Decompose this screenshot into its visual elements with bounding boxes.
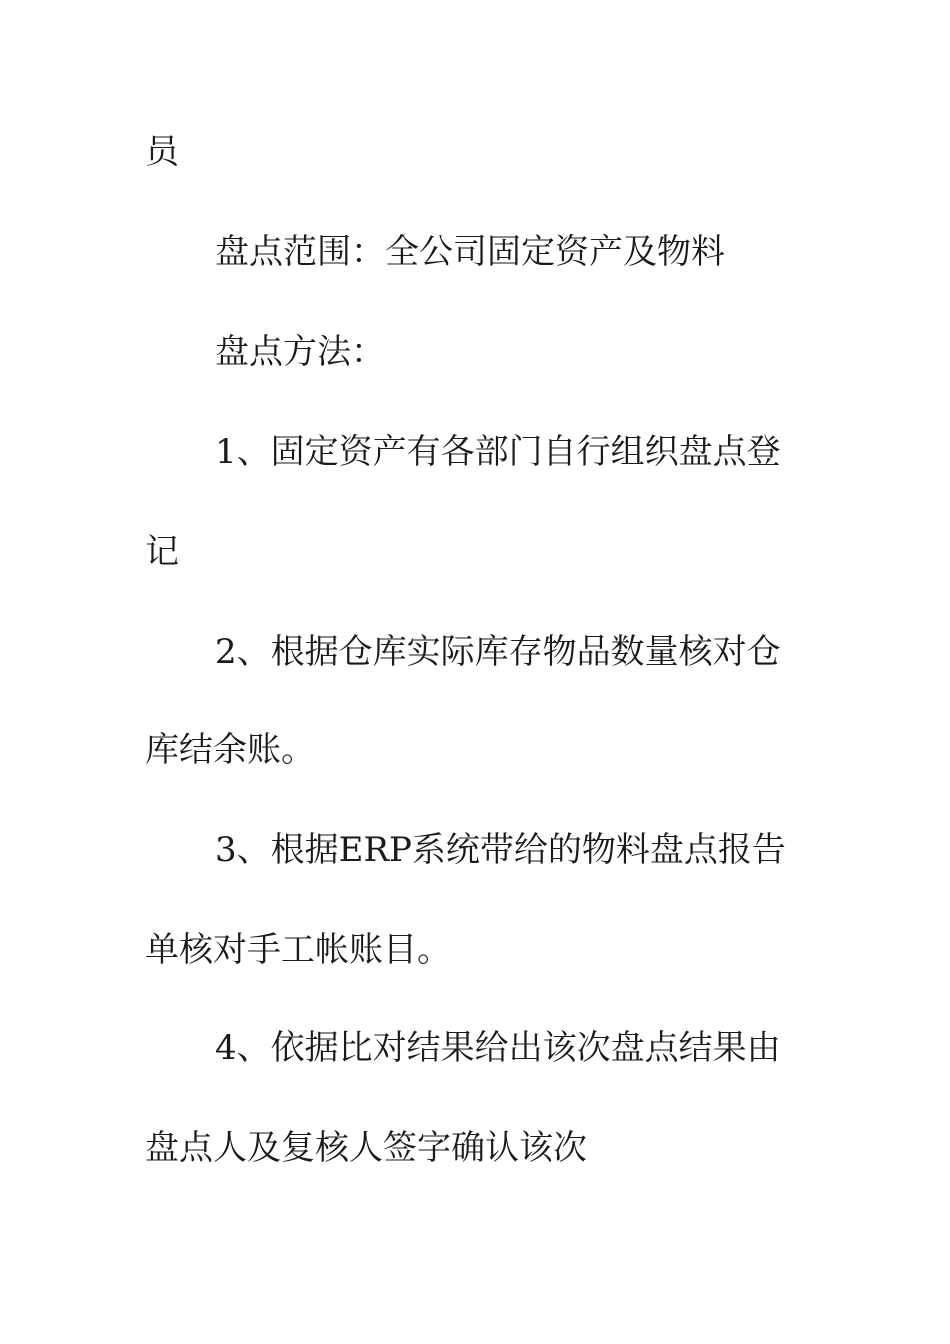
text-line-item-3: 3、根据ERP系统带给的物料盘点报告 [215,830,786,870]
text-line-item-1: 1、固定资产有各部门自行组织盘点登 [215,432,781,472]
text-line-item-1-cont: 记 [145,532,179,572]
text-line-scope: 盘点范围：全公司固定资产及物料 [215,232,725,272]
text-line-continuation-staff: 员 [145,132,179,172]
text-line-item-2: 2、根据仓库实际库存物品数量核对仓 [215,632,781,672]
text-line-item-4-cont: 盘点人及复核人签字确认该次 [145,1128,587,1168]
text-line-item-4: 4、依据比对结果给出该次盘点结果由 [215,1028,781,1068]
text-line-method-heading: 盘点方法： [215,332,385,372]
text-line-item-2-cont: 库结余账。 [145,730,315,770]
text-line-item-3-cont: 单核对手工帐账目。 [145,930,451,970]
